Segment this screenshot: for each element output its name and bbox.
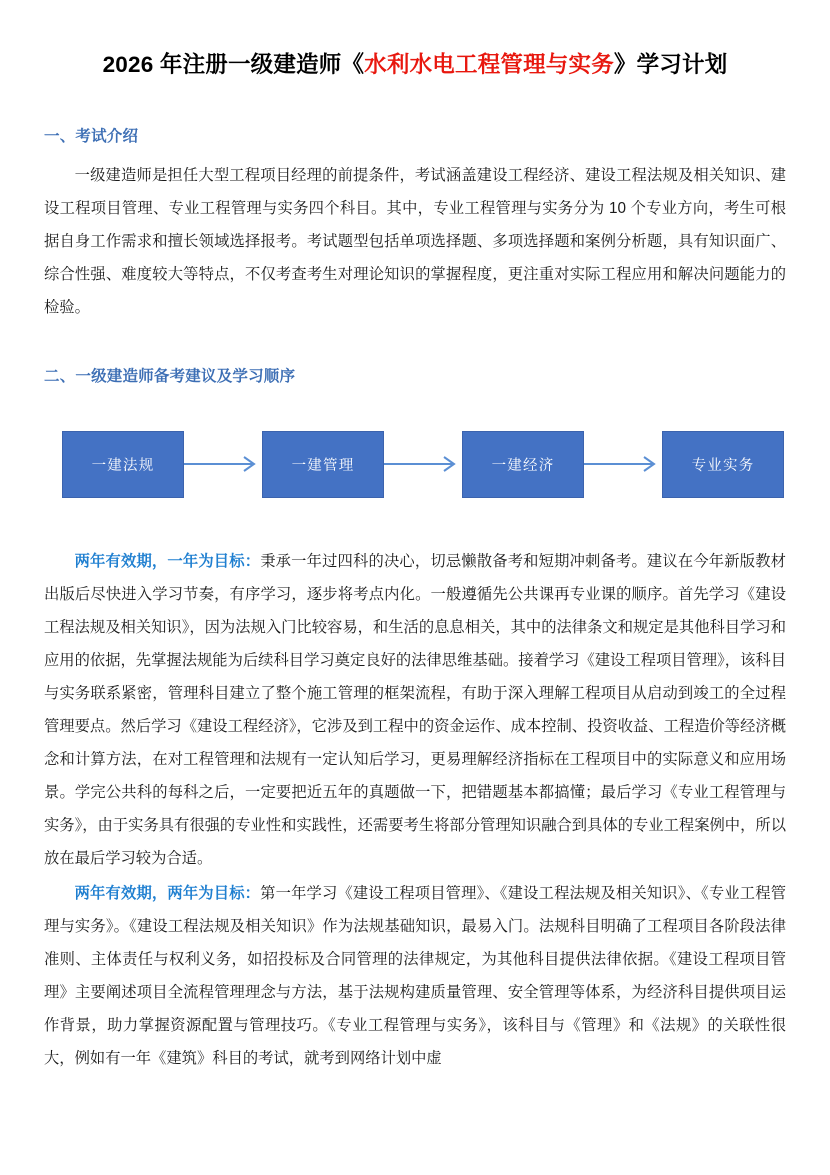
section-heading-study-order: 二、一级建造师备考建议及学习顺序 [44, 368, 296, 386]
flowchart-step-label: 一建经济 [491, 457, 555, 474]
flowchart-step-label: 一建管理 [291, 457, 355, 474]
study-order-flowchart [44, 422, 786, 514]
flowchart-step-practice [662, 431, 784, 498]
page-title-suffix: 》学习计划 [613, 52, 728, 77]
page-title-prefix: 2026 年注册一级建造师《 [102, 52, 365, 77]
flowchart-row [62, 431, 784, 498]
page-title-highlight: 水利水电工程管理与实务 [364, 52, 614, 77]
flowchart-step-regulations [62, 431, 184, 498]
paragraph-two-year-goal [44, 877, 786, 1075]
paragraph-two-year-goal-text: 第一年学习《建设工程项目管理》、《建设工程法规及相关知识》、《专业工程管理与实务》。《建设工程法规及相关知识》作为法规基础知识，最易入门。法规科目明确了工程项目各阶段法律准则、主体责任与权利义务，如招投标及合同管理的法律规定，为其他科目提供法律依据。《建设工程项目管理》主要阐述项目全流程管理理念与方法，基于法规构建质量管理、安全管理等体系，为经济科目提供项目运作背景，助力掌握资源配置与管理技巧。《专业工程管理与实务》，该科目与《管理》和《法规》的关联性很大，例如有一年《建筑》科目的考试，就考到网络计划中虚 [44, 885, 786, 1068]
paragraph-exam-introduction: 一级建造师是担任大型工程项目经理的前提条件，考试涵盖建设工程经济、建设工程法规及相关知识、建设工程项目管理、专业工程管理与实务四个科目。其中，专业工程管理与实务分为 10 个专业方向，考生可根据自身工作需求和擅长领域选择报考。考试题型包括单项选择题、多项选择题和案例分析题，具有知识面广、综合性强、难度较大等特点，不仅考查考生对理论知识的掌握程度，更注重对实际工程应用和解决问题能力的检验。 [44, 167, 786, 317]
flowchart-step-economics [462, 431, 584, 498]
page-title [44, 0, 786, 80]
flowchart-step-label: 专业实务 [691, 457, 755, 474]
lead-label-one-year-goal: 两年有效期，一年为目标： [74, 552, 261, 570]
paragraph-one-year-goal [44, 545, 786, 875]
paragraph-one-year-goal-text: 秉承一年过四科的决心，切忌懒散备考和短期冲刺备考。建议在今年新版教材出版后尽快进入学习节奏，有序学习，逐步将考点内化。一般遵循先公共课再专业课的顺序。首先学习《建设工程法规及相关知识》，因为法规入门比较容易，和生活的息息相关，其中的法律条文和规定是其他科目学习和应用的依据，先掌握法规能为后续科目学习奠定良好的法律思维基础。接着学习《建设工程项目管理》，该科目与实务联系紧密，管理科目建立了整个施工管理的框架流程，有助于深入理解工程项目从启动到竣工的全过程管理要点。然后学习《建设工程经济》，它涉及到工程中的资金运作、成本控制、投资收益、工程造价等经济概念和计算方法，在对工程管理和法规有一定认知后学习，更易理解经济指标在工程项目中的实际意义和应用场景。学完公共科的每科之后，一定要把近五年的真题做一下，把错题基本都搞懂；最后学习《专业工程管理与实务》，由于实务具有很强的专业性和实践性，还需要考生将部分管理知识融合到具体的专业工程案例中，所以放在最后学习较为合适。 [44, 552, 786, 868]
flowchart-step-management [262, 431, 384, 498]
flowchart-arrow-icon [184, 455, 262, 473]
flowchart-step-label: 一建法规 [91, 457, 155, 474]
lead-label-two-year-goal: 两年有效期，两年为目标： [74, 885, 261, 903]
flowchart-arrow-icon [384, 455, 462, 473]
section-heading-exam-introduction: 一、考试介绍 [44, 128, 139, 146]
flowchart-arrow-icon [584, 455, 662, 473]
